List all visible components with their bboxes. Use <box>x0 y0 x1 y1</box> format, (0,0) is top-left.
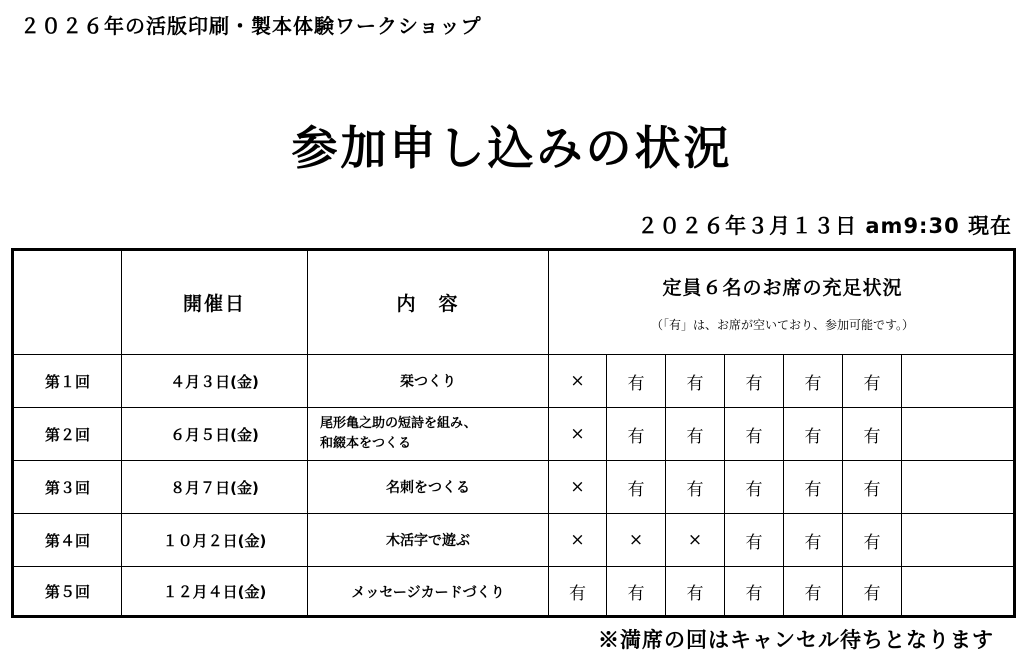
seat-mark: 有 <box>666 567 725 617</box>
seat-mark: 有 <box>666 461 725 514</box>
seat-mark: 有 <box>784 461 843 514</box>
session-date: ８月７日(金) <box>122 461 308 514</box>
seat-mark: × <box>607 514 666 567</box>
empty-cell <box>902 355 1016 408</box>
empty-cell <box>902 514 1016 567</box>
seat-mark: × <box>666 514 725 567</box>
header-seat-status <box>549 251 1016 355</box>
session-content-line2: 和綴本をつくる <box>320 436 412 451</box>
seat-mark: 有 <box>607 461 666 514</box>
session-label: 第４回 <box>14 514 122 567</box>
session-label: 第３回 <box>14 461 122 514</box>
seat-mark: × <box>549 461 607 514</box>
empty-cell <box>902 567 1016 617</box>
seat-mark: 有 <box>784 408 843 461</box>
session-content: 木活字で遊ぶ <box>308 514 549 567</box>
seat-status-table <box>11 248 1016 618</box>
session-content: メッセージカードづくり <box>308 567 549 617</box>
session-date: １２月４日(金) <box>122 567 308 617</box>
seat-mark: 有 <box>843 408 902 461</box>
header-content: 内 容 <box>308 251 549 355</box>
seat-mark: 有 <box>725 514 784 567</box>
seat-mark: 有 <box>725 355 784 408</box>
page-title: 参加申し込みの状況 <box>291 121 733 175</box>
seat-mark: 有 <box>784 514 843 567</box>
seat-mark: 有 <box>784 567 843 617</box>
seat-mark: × <box>549 514 607 567</box>
seat-mark: × <box>549 355 607 408</box>
empty-cell <box>902 408 1016 461</box>
session-date: ６月５日(金) <box>122 408 308 461</box>
session-label: 第２回 <box>14 408 122 461</box>
seat-mark: 有 <box>666 355 725 408</box>
header-date: 開催日 <box>122 251 308 355</box>
footnote: ※満席の回はキャンセル待ちとなります <box>598 627 994 652</box>
session-content: 栞つくり <box>308 355 549 408</box>
seat-mark: 有 <box>725 567 784 617</box>
empty-cell <box>902 461 1016 514</box>
seat-mark: 有 <box>725 408 784 461</box>
session-date: ４月３日(金) <box>122 355 308 408</box>
seat-mark: 有 <box>784 355 843 408</box>
seat-mark: 有 <box>549 567 607 617</box>
session-label: 第５回 <box>14 567 122 617</box>
seat-status-note: （「有」は、お席が空いており、参加可能です。） <box>650 317 915 332</box>
session-label: 第１回 <box>14 355 122 408</box>
seat-mark: 有 <box>607 408 666 461</box>
seat-mark: 有 <box>725 461 784 514</box>
session-content: 名刺をつくる <box>308 461 549 514</box>
seat-mark: 有 <box>843 355 902 408</box>
seat-mark: × <box>549 408 607 461</box>
seat-mark: 有 <box>666 408 725 461</box>
header-blank-cell <box>14 251 122 355</box>
session-content <box>308 408 549 461</box>
seat-mark: 有 <box>843 461 902 514</box>
seat-mark: 有 <box>843 567 902 617</box>
seat-status-title: 定員６名のお席の充足状況 <box>662 276 903 299</box>
session-content-line1: 尾形亀之助の短詩を組み、 <box>320 416 477 431</box>
seat-mark: 有 <box>843 514 902 567</box>
session-date: １０月２日(金) <box>122 514 308 567</box>
seat-mark: 有 <box>607 567 666 617</box>
workshop-series-title: ２０２６年の活版印刷・製本体験ワークショップ <box>20 14 482 38</box>
seat-mark: 有 <box>607 355 666 408</box>
as-of-date: ２０２６年３月１３日 am9:30 現在 <box>637 214 1012 238</box>
